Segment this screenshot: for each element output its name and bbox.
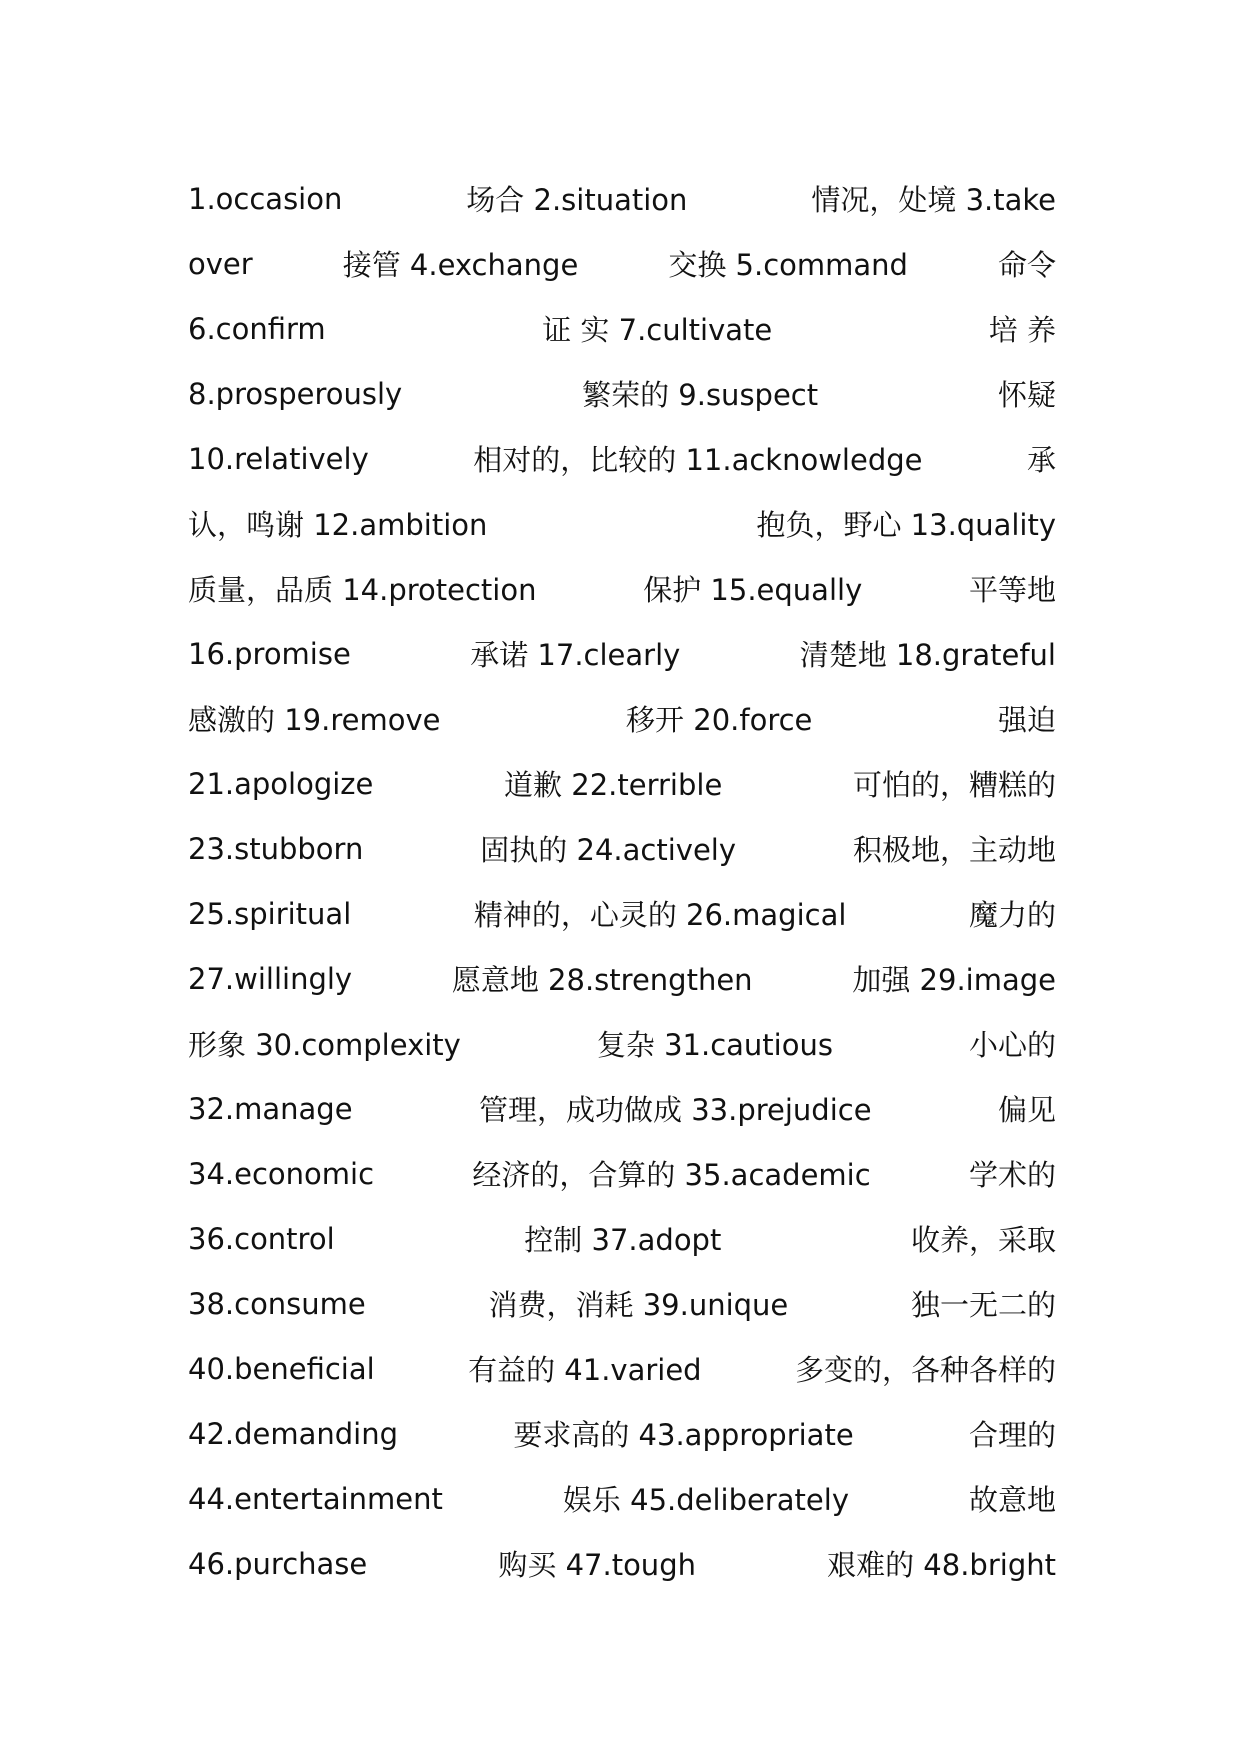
vocab-segment: 感激的 19.remove [188,703,441,737]
vocab-segment: 证 实 7.cultivate [542,313,773,347]
vocab-segment: 平等地 [968,573,1056,607]
text-line [188,621,1056,686]
vocabulary-list [188,166,1056,1596]
text-line [188,231,1056,296]
vocab-segment: 控制 37.adopt [524,1223,722,1257]
vocab-segment: 精神的，心灵的 26.magical [473,898,847,932]
vocab-segment: 40.beneficial [188,1351,375,1386]
text-line [188,1141,1056,1206]
vocab-segment: 多变的，各种各样的 [794,1353,1056,1387]
vocab-segment: 消费，消耗 39.unique [488,1288,789,1322]
text-line [188,946,1056,1011]
vocab-segment: 21.apologize [188,766,374,801]
vocab-segment: 收养，采取 [910,1223,1056,1257]
vocab-segment: 承 [1026,443,1056,477]
vocab-segment: 繁荣的 9.suspect [582,378,819,412]
text-line [188,361,1056,426]
vocab-segment: 情况，处境 3.take [811,183,1056,217]
vocab-segment: 命令 [997,248,1056,282]
text-line [188,1271,1056,1336]
text-line [188,1336,1056,1401]
vocab-segment: 相对的，比较的 11.acknowledge [473,443,923,477]
vocab-segment: over [188,246,253,281]
vocab-segment: 小心的 [968,1028,1056,1062]
vocab-segment: 有益的 41.varied [468,1353,702,1387]
text-line [188,1401,1056,1466]
vocab-segment: 培 养 [988,313,1056,347]
vocab-segment: 可怕的，糟糕的 [852,768,1056,802]
vocab-segment: 怀疑 [997,378,1056,412]
vocab-segment: 保护 15.equally [643,573,863,607]
text-line [188,751,1056,816]
vocab-segment: 清楚地 18.grateful [799,638,1056,672]
text-line [188,1466,1056,1531]
vocab-segment: 32.manage [188,1091,353,1126]
vocab-segment: 经济的，合算的 35.academic [472,1158,871,1192]
vocab-segment: 接管 4.exchange [342,248,579,282]
vocab-segment: 42.demanding [188,1416,399,1451]
text-line [188,1011,1056,1076]
vocab-segment: 交换 5.command [668,248,908,282]
text-line [188,296,1056,361]
vocab-segment: 25.spiritual [188,896,352,931]
text-line [188,426,1056,491]
text-line [188,556,1056,621]
vocab-segment: 10.relatively [188,441,369,476]
vocab-segment: 故意地 [968,1483,1056,1517]
vocab-segment: 8.prosperously [188,376,403,411]
text-line [188,816,1056,881]
text-line [188,881,1056,946]
text-line [188,166,1056,231]
text-line [188,1531,1056,1596]
vocab-segment: 独一无二的 [910,1288,1056,1322]
vocab-segment: 1.occasion [188,181,343,216]
vocab-segment: 愿意地 28.strengthen [451,963,753,997]
vocab-segment: 质量，品质 14.protection [188,573,537,607]
vocab-segment: 复杂 31.cautious [596,1028,833,1062]
vocab-segment: 要求高的 43.appropriate [513,1418,854,1452]
vocab-segment: 34.economic [188,1156,375,1191]
vocab-segment: 认，鸣谢 12.ambition [188,508,488,542]
vocab-segment: 38.consume [188,1286,366,1321]
vocab-segment: 形象 30.complexity [188,1028,461,1062]
vocab-segment: 承诺 17.clearly [470,638,681,672]
text-line [188,1206,1056,1271]
vocab-segment: 27.willingly [188,961,353,996]
vocab-segment: 学术的 [968,1158,1056,1192]
vocab-segment: 抱负，野心 13.quality [756,508,1056,542]
vocab-segment: 艰难的 48.bright [827,1548,1056,1582]
vocab-segment: 固执的 24.actively [480,833,737,867]
text-line [188,686,1056,751]
vocab-segment: 积极地，主动地 [852,833,1056,867]
vocab-segment: 管理，成功做成 33.prejudice [478,1093,872,1127]
vocab-segment: 16.promise [188,636,351,671]
text-line [188,491,1056,556]
vocab-segment: 道歉 22.terrible [504,768,723,802]
vocab-segment: 23.stubborn [188,831,364,866]
vocab-segment: 44.entertainment [188,1481,443,1516]
text-line [188,1076,1056,1141]
vocab-segment: 购买 47.tough [498,1548,696,1582]
vocab-segment: 合理的 [968,1418,1056,1452]
vocab-segment: 强迫 [997,703,1056,737]
vocab-segment: 魔力的 [968,898,1056,932]
vocab-segment: 6.confirm [188,311,326,346]
vocab-segment: 移开 20.force [626,703,813,737]
vocab-segment: 场合 2.situation [466,183,688,217]
vocab-segment: 46.purchase [188,1546,368,1581]
vocab-segment: 36.control [188,1221,335,1256]
vocab-segment: 娱乐 45.deliberately [562,1483,849,1517]
vocab-segment: 偏见 [997,1093,1056,1127]
vocab-segment: 加强 29.image [852,963,1056,997]
